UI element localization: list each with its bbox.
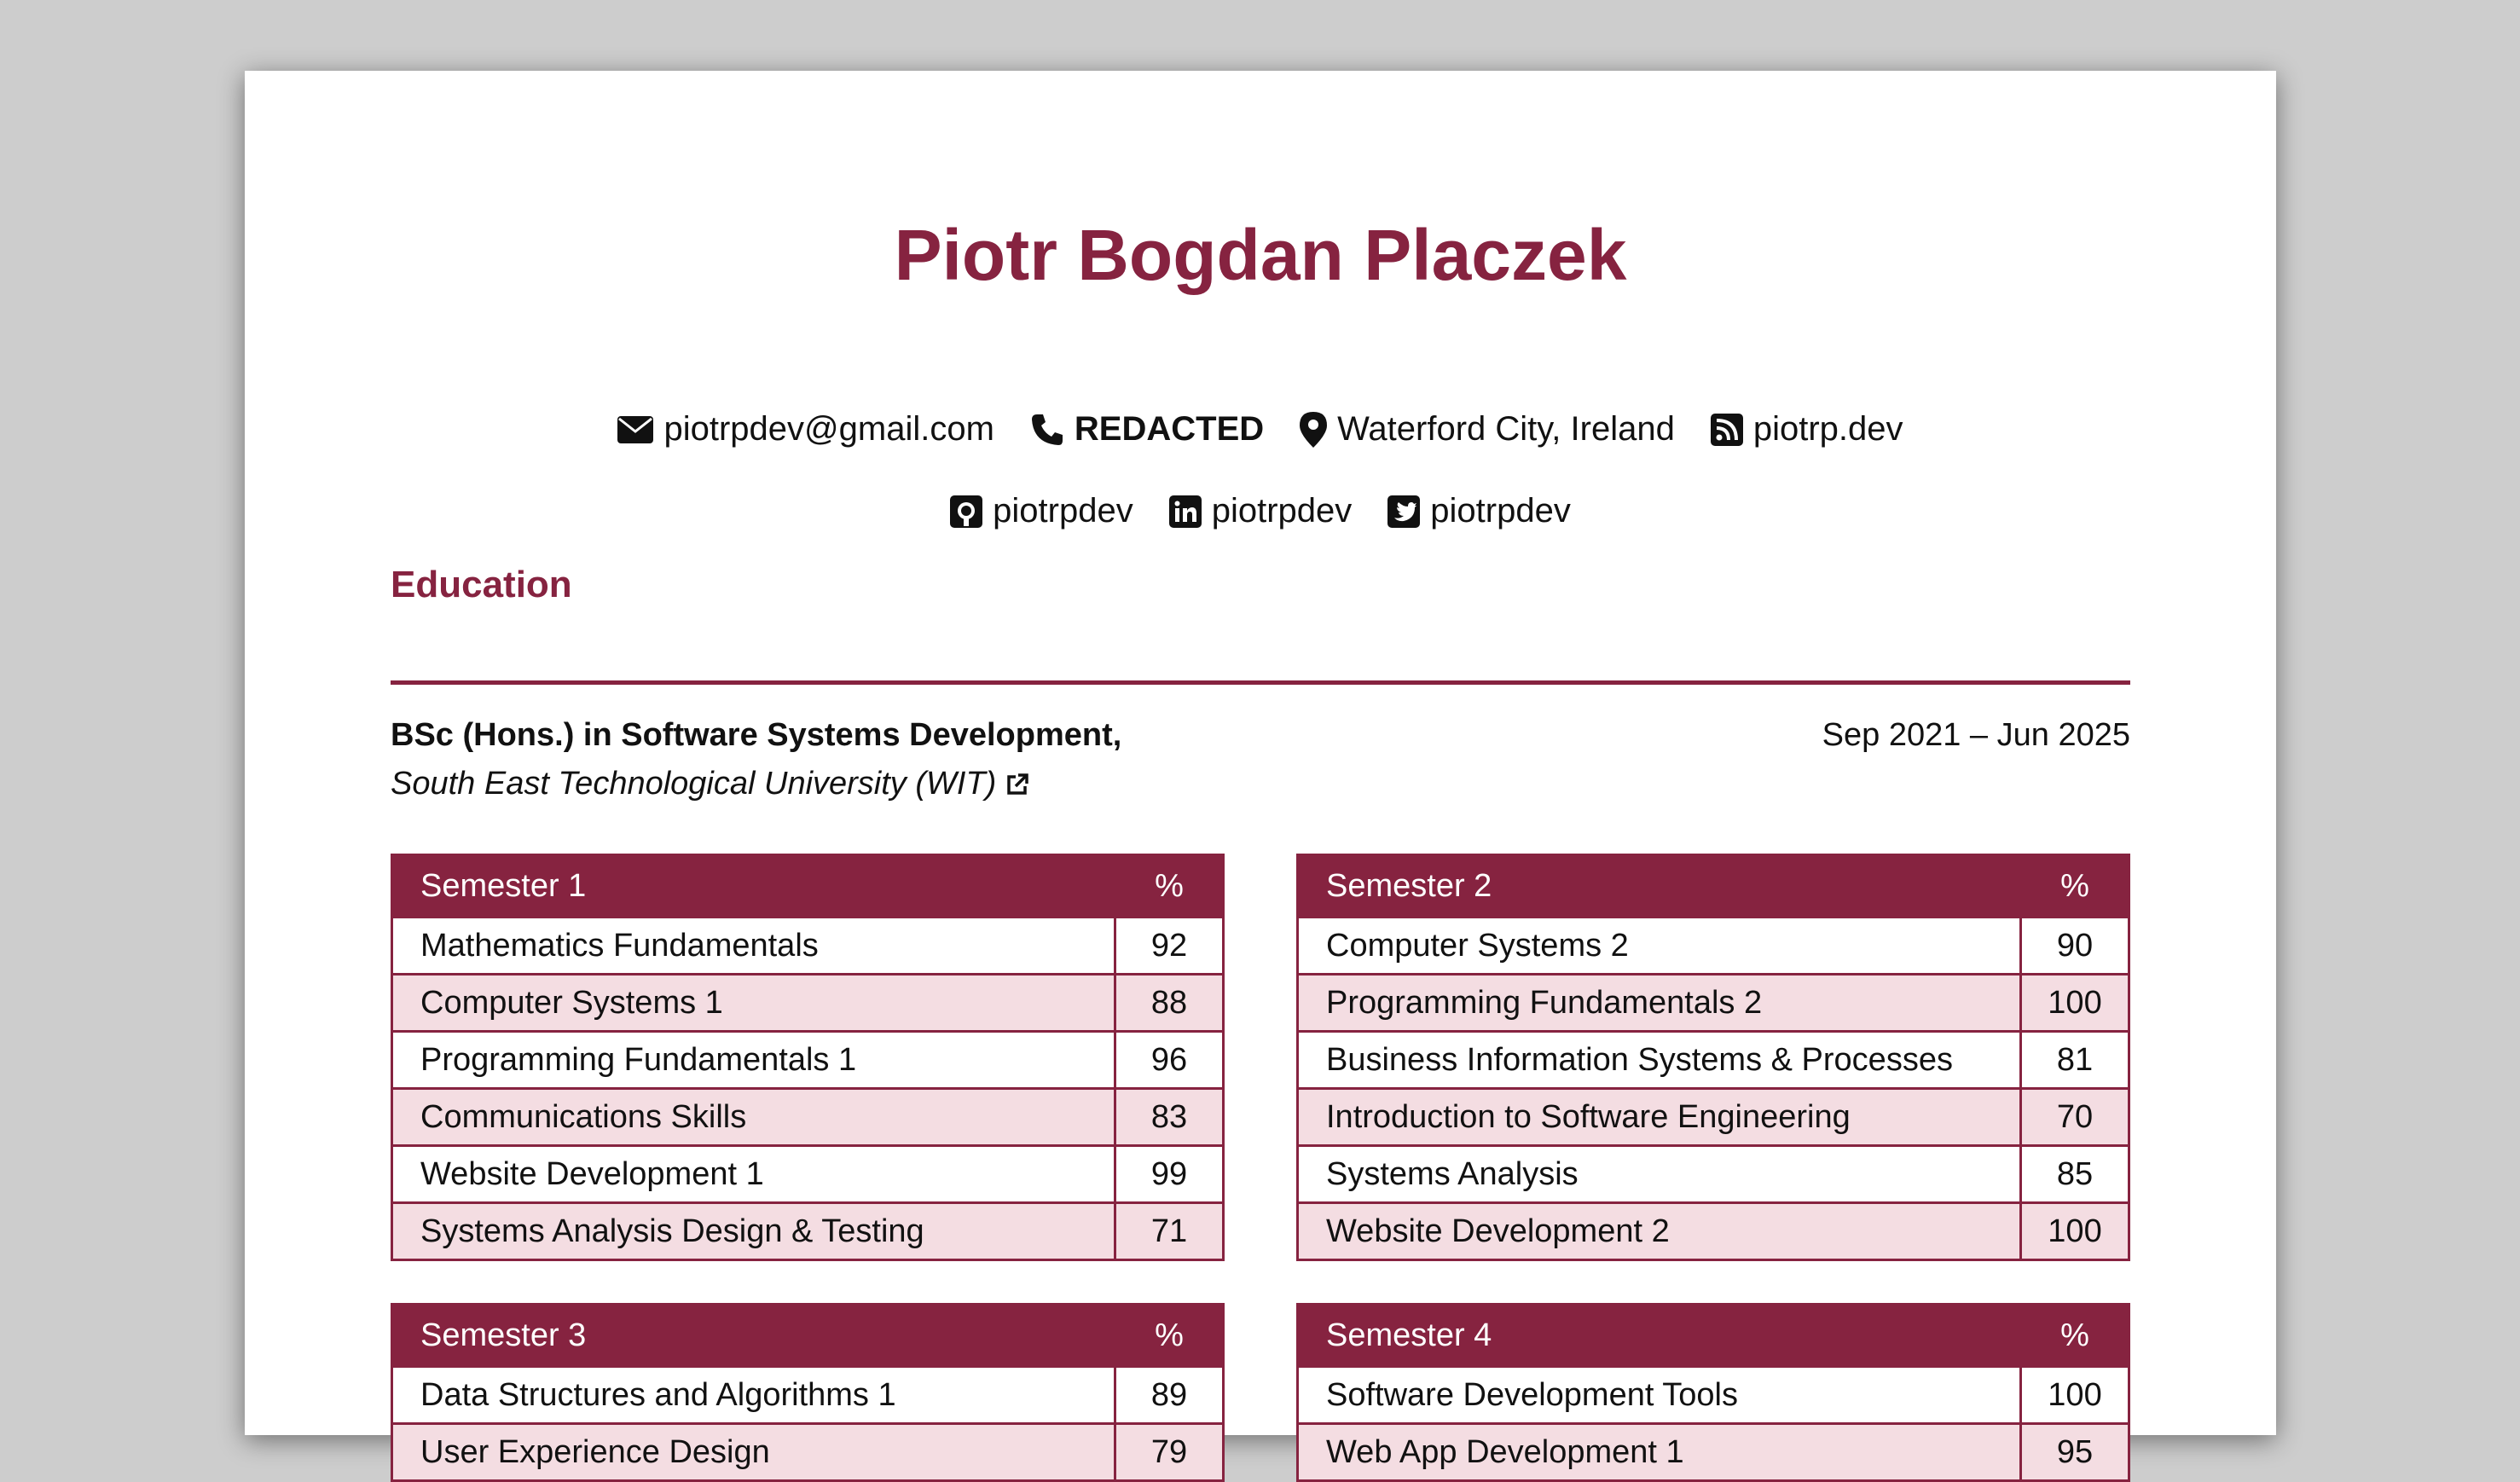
contact-location <box>1300 410 1675 449</box>
percent-header: % <box>2021 855 2129 918</box>
table-row <box>392 1424 1224 1481</box>
table-row <box>1298 1032 2129 1089</box>
contact-twitter[interactable] <box>1387 492 1571 530</box>
table-row <box>392 1032 1224 1089</box>
contact-email[interactable] <box>617 410 994 449</box>
module-score: 96 <box>1115 1032 1224 1089</box>
module-score: 99 <box>1115 1146 1224 1203</box>
module-name: Programming Fundamentals 2 <box>1298 975 2021 1032</box>
table-row <box>1298 1146 2129 1203</box>
module-score: 83 <box>1115 1089 1224 1146</box>
table-row <box>1298 1424 2129 1481</box>
page-title: Piotr Bogdan Placzek <box>894 215 1627 295</box>
module-name: Mathematics Fundamentals <box>392 918 1115 975</box>
module-name: Systems Analysis <box>1298 1146 2021 1203</box>
module-score: 92 <box>1115 918 1224 975</box>
percent-header: % <box>1115 1305 1224 1367</box>
module-score: 79 <box>1115 1424 1224 1481</box>
contact-phone-text: REDACTED <box>1074 410 1265 448</box>
module-name: User Experience Design <box>392 1424 1115 1481</box>
semester-table <box>391 854 1225 1261</box>
module-name: Business Information Systems & Processes <box>1298 1032 2021 1089</box>
contact-linkedin[interactable] <box>1169 492 1353 530</box>
semester-table <box>1296 854 2130 1261</box>
module-name: Website Development 2 <box>1298 1203 2021 1260</box>
module-score: 70 <box>2021 1089 2129 1146</box>
contact-email-text: piotrpdev@gmail.com <box>663 410 994 448</box>
contact-website-text: piotrp.dev <box>1752 410 1903 448</box>
module-score: 81 <box>2021 1032 2129 1089</box>
school-name: South East Technological University (WIT) <box>391 766 997 802</box>
semester-title: Semester 2 <box>1298 855 2021 918</box>
module-name: Computer Systems 2 <box>1298 918 2021 975</box>
table-header-row <box>392 855 1224 918</box>
semester-table <box>1296 1303 2130 1482</box>
module-name: Website Development 1 <box>392 1146 1115 1203</box>
module-score: 100 <box>2021 1367 2129 1424</box>
degree-title: BSc (Hons.) in Software Systems Development, <box>391 717 1122 753</box>
module-score: 85 <box>2021 1146 2129 1203</box>
module-score: 88 <box>1115 975 1224 1032</box>
module-score: 95 <box>2021 1424 2129 1481</box>
table-row <box>1298 1367 2129 1424</box>
module-score: 100 <box>2021 1203 2129 1260</box>
table-row <box>392 918 1224 975</box>
module-name: Data Structures and Algorithms 1 <box>392 1367 1115 1424</box>
contact-github[interactable] <box>950 492 1133 530</box>
module-name: Web App Development 1 <box>1298 1424 2021 1481</box>
module-score: 89 <box>1115 1367 1224 1424</box>
module-name: Communications Skills <box>392 1089 1115 1146</box>
contact-github-text: piotrpdev <box>993 492 1133 530</box>
contact-row-social <box>391 492 2130 530</box>
semester-title: Semester 3 <box>392 1305 1115 1367</box>
map-pin-icon <box>1300 412 1327 448</box>
semester-table <box>391 1303 1225 1482</box>
section-title-education: Education <box>391 564 572 605</box>
twitter-icon <box>1387 495 1420 528</box>
module-name: Introduction to Software Engineering <box>1298 1089 2021 1146</box>
contact-row-primary <box>391 410 2130 449</box>
table-row <box>392 1089 1224 1146</box>
external-link-icon <box>1006 773 1028 796</box>
module-name: Systems Analysis Design & Testing <box>392 1203 1115 1260</box>
contact-phone <box>1030 410 1264 449</box>
semester-title: Semester 1 <box>392 855 1115 918</box>
rss-icon <box>1711 414 1743 446</box>
module-name: Programming Fundamentals 1 <box>392 1032 1115 1089</box>
phone-icon <box>1030 413 1064 447</box>
linkedin-icon <box>1169 495 1202 528</box>
contact-linkedin-text: piotrpdev <box>1211 492 1353 530</box>
percent-header: % <box>2021 1305 2129 1367</box>
table-row <box>1298 1089 2129 1146</box>
table-header-row <box>1298 1305 2129 1367</box>
table-header-row <box>392 1305 1224 1367</box>
school-link[interactable] <box>391 766 1028 802</box>
module-name: Computer Systems 1 <box>392 975 1115 1032</box>
table-row <box>392 1146 1224 1203</box>
module-score: 100 <box>2021 975 2129 1032</box>
semester-title: Semester 4 <box>1298 1305 2021 1367</box>
section-divider <box>391 680 2130 685</box>
contact-location-text: Waterford City, Ireland <box>1337 410 1675 448</box>
table-row <box>1298 1203 2129 1260</box>
percent-header: % <box>1115 855 1224 918</box>
github-icon <box>950 495 982 528</box>
resume-page <box>245 71 2276 1470</box>
table-row <box>392 975 1224 1032</box>
module-score: 90 <box>2021 918 2129 975</box>
table-row <box>392 1203 1224 1260</box>
module-name: Software Development Tools <box>1298 1367 2021 1424</box>
contact-website[interactable] <box>1711 410 1903 449</box>
table-header-row <box>1298 855 2129 918</box>
education-dates: Sep 2021 – Jun 2025 <box>1822 717 2130 753</box>
table-row <box>392 1367 1224 1424</box>
envelope-icon <box>617 416 653 443</box>
contact-twitter-text: piotrpdev <box>1430 492 1571 530</box>
table-row <box>1298 975 2129 1032</box>
table-row <box>1298 918 2129 975</box>
module-score: 71 <box>1115 1203 1224 1260</box>
